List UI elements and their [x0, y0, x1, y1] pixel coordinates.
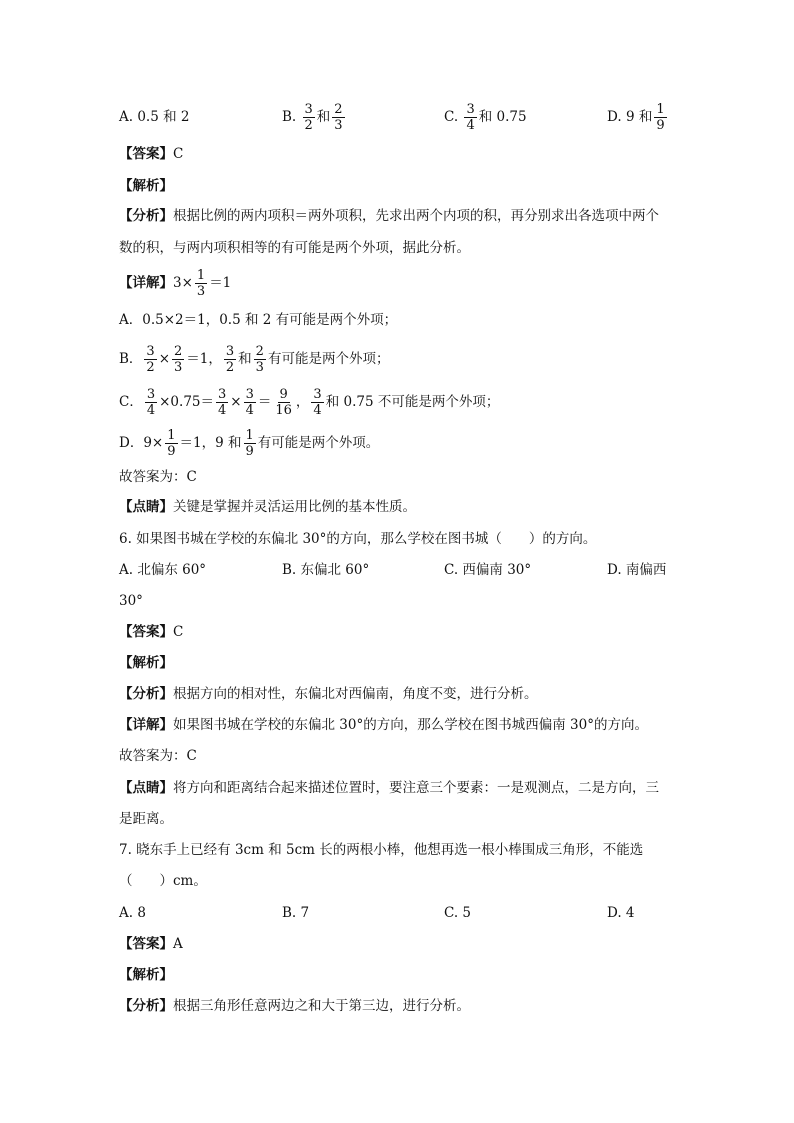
q7-answer [119, 934, 183, 954]
q6-question: 6. 如果图书城在学校的东偏北 30°的方向，那么学校在图书城（ ）的方向。 [119, 531, 597, 547]
q6-option-b: B. 东偏北 60° [282, 562, 370, 578]
math-text: 有可能是两个外项； [267, 351, 390, 367]
answer-tag: 【答案】 [119, 146, 173, 162]
fraction [216, 387, 228, 418]
math-text: 和 [238, 351, 252, 367]
q5-xiangjie [119, 268, 231, 299]
fraction [172, 344, 184, 375]
fenxi-text: 根据三角形任意两边之和大于第三边，进行分析。 [173, 998, 470, 1014]
line-label: B． [119, 351, 143, 367]
q6-dianjing-line2: 是距离。 [119, 811, 173, 827]
q6-conclusion: 故答案为：C [119, 748, 197, 764]
q5-answer [119, 144, 183, 164]
q6-jiexi-tag: 【解析】 [119, 655, 173, 671]
math-text: × [230, 394, 242, 410]
fenxi-text: 根据比例的两内项积＝两外项积，先求出两个内项的积，再分别求出各选项中两个 [173, 208, 659, 224]
denominator: 9 [167, 444, 176, 459]
option-label: B. [282, 109, 297, 125]
fenxi-tag: 【分析】 [119, 686, 173, 702]
q6-option-d-wrap: 30° [119, 593, 143, 609]
q7-option-d: D. 4 [607, 905, 635, 921]
numerator: 3 [466, 102, 475, 117]
q5-line-a: A．0.5×2＝1，0.5 和 2 有可能是两个外项； [119, 312, 398, 328]
math-text: ＝ [257, 394, 272, 410]
numerator: 1 [196, 268, 206, 283]
math-text: ＝1，9 和 [179, 435, 242, 451]
fraction [244, 428, 256, 459]
fraction [244, 387, 256, 418]
denominator: 9 [245, 444, 254, 459]
denominator: 4 [466, 118, 475, 133]
q7-question-line1: 7. 晓东手上已经有 3cm 和 5cm 长的两根小棒，他想再选一根小棒围成三角形，不能选 [119, 842, 644, 858]
dianjing-text: 关键是掌握并灵活运用比例的基本性质。 [173, 499, 416, 515]
fraction [303, 102, 315, 133]
fenxi-text: 根据方向的相对性，东偏北对西偏南，角度不变，进行分析。 [173, 686, 538, 702]
dianjing-tag: 【点睛】 [119, 780, 173, 796]
fenxi-tag: 【分析】 [119, 998, 173, 1014]
q5-jiexi-tag: 【解析】 [119, 178, 173, 194]
denominator: 3 [334, 118, 343, 133]
math-text: ， [295, 394, 310, 410]
option-text: 9 和 [625, 109, 653, 125]
denominator: 3 [196, 284, 206, 299]
numerator: 3 [146, 387, 156, 402]
math-text: × [158, 351, 171, 367]
xiangjie-tag: 【详解】 [119, 717, 173, 733]
q5-option-c [444, 102, 527, 133]
answer-tag: 【答案】 [119, 936, 173, 952]
math-text: ＝1， [186, 351, 222, 367]
xiangjie-tag: 【详解】 [119, 275, 173, 291]
numerator: 1 [656, 102, 665, 117]
q7-option-a: A. 8 [119, 905, 146, 921]
q7-fenxi [119, 996, 470, 1016]
math-text: ＝1 [209, 275, 232, 291]
numerator: 9 [279, 387, 288, 402]
fraction [195, 268, 207, 299]
numerator: 1 [245, 428, 254, 443]
numerator: 3 [313, 387, 322, 402]
answer-value: C [173, 146, 184, 162]
q6-option-d: D. 南偏西 [607, 562, 667, 578]
numerator: 2 [334, 102, 343, 117]
denominator: 16 [275, 403, 292, 418]
option-text: 0.5 和 2 [137, 109, 190, 125]
answer-tag: 【答案】 [119, 624, 173, 640]
option-label: C. [444, 109, 459, 125]
q7-option-c: C. 5 [444, 905, 472, 921]
dianjing-text: 将方向和距离结合起来描述位置时，要注意三个要素：一是观测点，二是方向，三 [173, 780, 659, 796]
option-label: A. [119, 109, 134, 125]
fraction [332, 102, 344, 133]
denominator: 2 [225, 360, 235, 375]
q6-option-a: A. 北偏东 60° [119, 562, 207, 578]
xiangjie-text: 如果图书城在学校的东偏北 30°的方向，那么学校在图书城西偏南 30°的方向。 [173, 717, 648, 733]
q5-conclusion: 故答案为：C [119, 469, 197, 485]
fraction [273, 387, 294, 418]
fraction [464, 102, 476, 133]
answer-value: A [173, 936, 183, 952]
math-text: 和 0.75 不可能是两个外项； [325, 394, 500, 410]
q6-dianjing-line1 [119, 778, 659, 798]
option-label: D. [607, 109, 622, 125]
denominator: 3 [174, 360, 183, 375]
denominator: 4 [313, 403, 322, 418]
fraction [254, 344, 266, 375]
q6-option-c: C. 西偏南 30° [444, 562, 532, 578]
q6-answer [119, 622, 183, 642]
fraction [224, 344, 236, 375]
denominator: 4 [146, 403, 156, 418]
numerator: 1 [167, 428, 176, 443]
fraction [145, 387, 157, 418]
denominator: 3 [255, 360, 264, 375]
denominator: 4 [245, 403, 254, 418]
fraction [654, 102, 666, 133]
fenxi-tag: 【分析】 [119, 208, 173, 224]
q6-fenxi [119, 684, 538, 704]
answer-value: C [173, 624, 184, 640]
numerator: 3 [304, 102, 313, 117]
q5-fenxi-line1 [119, 206, 659, 226]
numerator: 2 [255, 344, 264, 359]
denominator: 2 [304, 118, 313, 133]
dianjing-tag: 【点睛】 [119, 499, 173, 515]
q6-xiangjie [119, 715, 648, 735]
denominator: 2 [146, 360, 155, 375]
q7-question-line2: （ ）cm。 [119, 873, 207, 889]
math-text: ×0.75＝ [159, 394, 214, 410]
option-text: 和 [316, 109, 331, 125]
q5-line-b [119, 344, 389, 375]
math-text: 有可能是两个外项。 [257, 435, 380, 451]
q5-line-c [119, 387, 499, 418]
q5-fenxi-line2: 数的积，与两内项积相等的有可能是两个外项，据此分析。 [119, 240, 470, 256]
numerator: 3 [146, 344, 155, 359]
fraction [144, 344, 156, 375]
fraction [311, 387, 323, 418]
fraction [165, 428, 177, 459]
q5-dianjing [119, 497, 416, 517]
q5-option-a [119, 107, 190, 127]
q5-option-d [607, 102, 669, 133]
numerator: 3 [225, 344, 235, 359]
denominator: 9 [656, 118, 665, 133]
q7-option-b: B. 7 [282, 905, 310, 921]
q7-jiexi-tag: 【解析】 [119, 967, 173, 983]
numerator: 2 [174, 344, 183, 359]
q5-option-b [282, 102, 347, 133]
option-text: 和 0.75 [478, 109, 527, 125]
math-text: 3× [173, 275, 193, 291]
numerator: 3 [245, 387, 254, 402]
line-label: D．9× [119, 435, 164, 451]
line-label: C． [119, 394, 143, 410]
q5-line-d [119, 428, 379, 459]
numerator: 3 [218, 387, 227, 402]
denominator: 4 [218, 403, 227, 418]
